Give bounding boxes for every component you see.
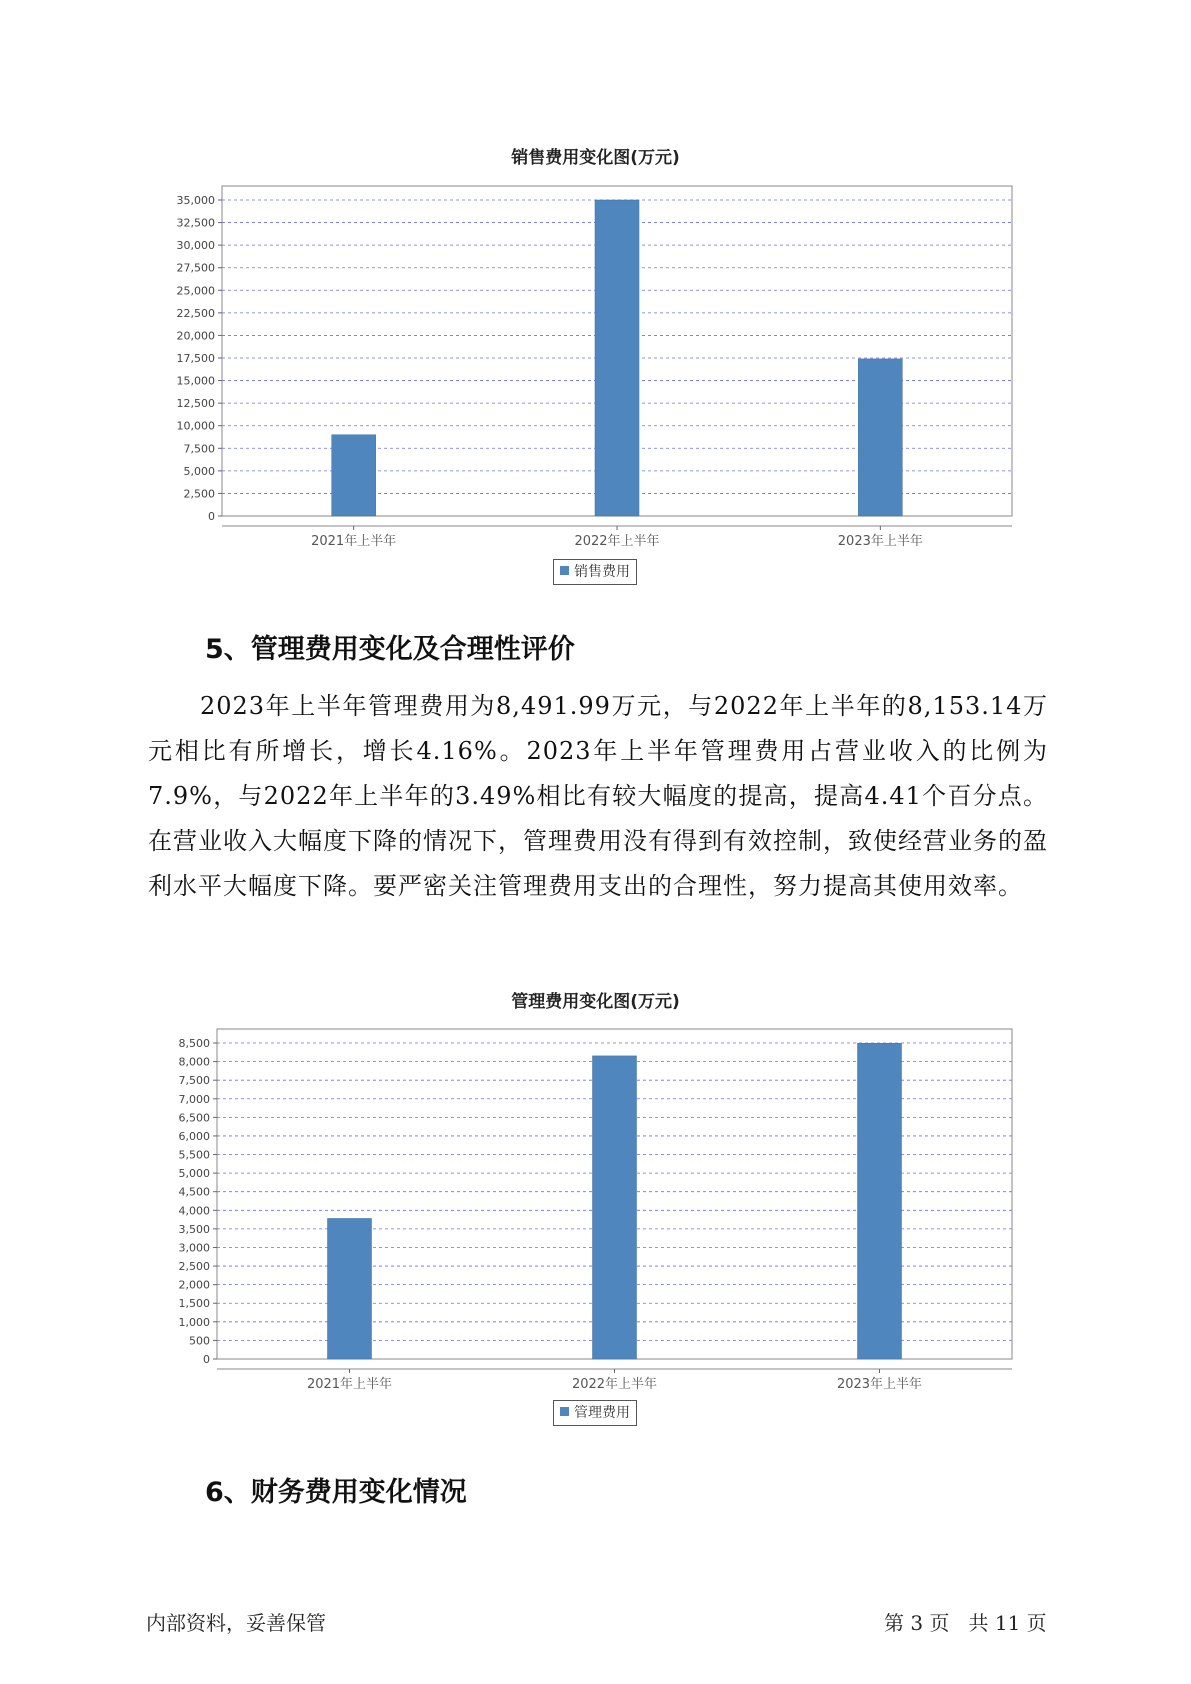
y-tick-label: 4,500 bbox=[178, 1185, 210, 1199]
y-tick-label: 2,500 bbox=[183, 487, 215, 501]
sales-chart-title: 销售费用变化图(万元) bbox=[511, 148, 680, 168]
x-tick-label: 2023年上半年 bbox=[836, 1377, 923, 1392]
y-tick-label: 6,500 bbox=[178, 1111, 210, 1125]
x-tick-label: 2023年上半年 bbox=[837, 534, 923, 549]
y-tick-label: 17,500 bbox=[176, 352, 215, 365]
bar bbox=[593, 1056, 637, 1359]
footer-page-number: 第 3 页 共 11 页 bbox=[884, 1611, 1047, 1635]
y-tick-label: 500 bbox=[189, 1334, 210, 1348]
section-5-paragraph: 2023年上半年管理费用为8,491.99万元，与2022年上半年的8,153.14万元相比有所增长，增长4.16%。2023年上半年管理费用占营业收入的比例为7.9%，与2022年上半年的3.49%相比有较大幅度的提高，提高4.41个百分点。在营业收入大幅度下降的情况下，管理费用没有得到有效控制，致使经营业务的盈利水平大幅度下降。要严密关注管理费用支出的合理性，努力提高其使用效率。 bbox=[148, 692, 1048, 900]
legend-swatch bbox=[560, 1407, 569, 1416]
y-tick-label: 3,000 bbox=[178, 1241, 210, 1255]
y-tick-label: 7,000 bbox=[178, 1092, 210, 1106]
y-tick-label: 5,500 bbox=[178, 1148, 210, 1162]
y-tick-label: 5,000 bbox=[178, 1167, 210, 1181]
x-tick-label: 2021年上半年 bbox=[306, 1377, 393, 1392]
y-tick-label: 22,500 bbox=[176, 306, 215, 320]
y-tick-label: 32,500 bbox=[176, 216, 215, 230]
y-tick-label: 20,000 bbox=[176, 329, 215, 343]
x-tick-label: 2022年上半年 bbox=[574, 534, 660, 549]
y-tick-label: 25,000 bbox=[176, 284, 215, 298]
y-tick-label: 7,500 bbox=[178, 1074, 210, 1088]
sales-legend-label: 销售费用 bbox=[574, 564, 630, 580]
admin-chart-legend bbox=[553, 1400, 637, 1426]
admin-legend-label: 管理费用 bbox=[574, 1405, 630, 1421]
y-tick-label: 4,000 bbox=[178, 1204, 210, 1218]
y-tick-label: 30,000 bbox=[176, 239, 215, 253]
y-tick-label: 12,500 bbox=[176, 397, 215, 411]
footer-left: 内部资料，妥善保管 bbox=[146, 1611, 326, 1635]
y-tick-label: 0 bbox=[203, 1353, 210, 1366]
y-tick-label: 27,500 bbox=[176, 261, 215, 275]
x-tick-label: 2022年上半年 bbox=[571, 1377, 658, 1392]
x-tick-label: 2021年上半年 bbox=[311, 534, 397, 549]
bar bbox=[858, 1043, 902, 1359]
y-tick-label: 1,000 bbox=[178, 1315, 210, 1329]
y-tick-label: 3,500 bbox=[178, 1222, 210, 1236]
y-tick-label: 8,500 bbox=[178, 1037, 210, 1050]
y-tick-label: 10,000 bbox=[176, 419, 215, 433]
admin-chart-title: 管理费用变化图(万元) bbox=[511, 992, 680, 1012]
bar bbox=[328, 1218, 372, 1359]
y-tick-label: 0 bbox=[208, 510, 215, 523]
y-tick-label: 15,000 bbox=[176, 374, 215, 388]
section-5-heading: 5、管理费用变化及合理性评价 bbox=[205, 634, 575, 665]
y-tick-label: 35,000 bbox=[176, 194, 215, 207]
y-tick-label: 2,000 bbox=[178, 1278, 210, 1292]
y-tick-label: 1,500 bbox=[178, 1297, 210, 1311]
y-tick-label: 2,500 bbox=[178, 1260, 210, 1274]
y-tick-label: 5,000 bbox=[183, 464, 215, 478]
y-tick-label: 7,500 bbox=[183, 442, 215, 456]
section-6-heading: 6、财务费用变化情况 bbox=[205, 1477, 467, 1508]
y-tick-label: 6,000 bbox=[178, 1129, 210, 1143]
y-tick-label: 8,000 bbox=[178, 1055, 210, 1069]
